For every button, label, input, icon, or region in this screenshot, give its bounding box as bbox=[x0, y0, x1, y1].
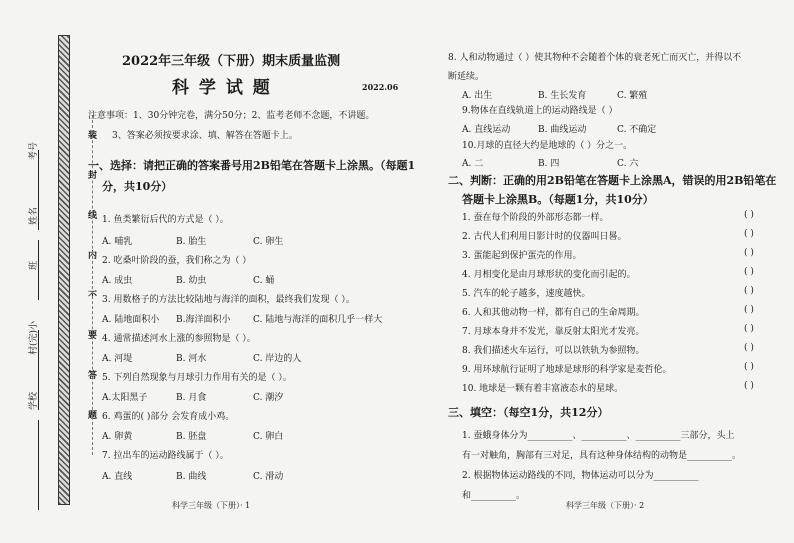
notes-line-1: 注意事项：1、30分钟完卷，满分50分；2、监考老师不念题，不讲题。 bbox=[88, 111, 375, 121]
binding-strip bbox=[58, 35, 70, 505]
footer-left: 科学三年级（下册）· 1 bbox=[172, 501, 251, 510]
judge-item-8: 8. 我们描述火车运行，可以以铁轨为参照物。 bbox=[462, 346, 645, 356]
option: A. 直线 bbox=[102, 472, 133, 482]
option: A. 直线运动 bbox=[462, 125, 511, 135]
fill-question-1-cont: 有一对触角，胸部有三对足，具有这种身体结构的动物是__________。 bbox=[462, 451, 742, 461]
judge-item-5: 5. 汽车的轮子越多，速度越快。 bbox=[462, 289, 591, 299]
fill-line bbox=[38, 420, 39, 510]
answer-paren: ( ) bbox=[744, 286, 754, 296]
option: B. 四 bbox=[538, 159, 560, 169]
option: C. 不确定 bbox=[617, 125, 657, 135]
judge-item-3: 3. 蛋能起到保护蛋壳的作用。 bbox=[462, 251, 582, 261]
question-8-cont: 断延续。 bbox=[448, 72, 485, 82]
exam-number-label: 考号 bbox=[29, 141, 39, 160]
answer-paren: ( ) bbox=[744, 362, 754, 372]
section3-heading: 三、填空：（每空1分，共12分） bbox=[448, 406, 609, 419]
option: A. 陆地面积小 bbox=[102, 315, 160, 325]
option: C. 潮汐 bbox=[253, 393, 284, 403]
option: A. 成虫 bbox=[102, 276, 133, 286]
fill-question-1: 1. 蚕蛾身体分为__________、__________、__________三部分，头上 bbox=[462, 431, 735, 441]
name-label: 姓名 bbox=[29, 206, 39, 225]
question-1: 1. 鱼类繁衍后代的方式是（ ）。 bbox=[102, 215, 229, 225]
judge-item-6: 6. 人和其他动物一样，都有自己的生命周期。 bbox=[462, 308, 645, 318]
class-label: 班 bbox=[29, 260, 39, 270]
answer-paren: ( ) bbox=[744, 381, 754, 391]
fill-line bbox=[38, 240, 39, 300]
option: B. 河水 bbox=[176, 354, 207, 364]
answer-paren: ( ) bbox=[744, 248, 754, 258]
question-2: 2. 吃桑叶阶段的蚕，我们称之为（ ） bbox=[102, 256, 252, 266]
option: C. 蛹 bbox=[253, 276, 275, 286]
judge-item-7: 7. 月球本身并不发光，靠反射太阳光才发亮。 bbox=[462, 327, 645, 337]
judge-item-2: 2. 古代人们利用日影计时的仪器叫日晷。 bbox=[462, 232, 627, 242]
seal-char: 内 bbox=[88, 251, 98, 261]
school-village-label: 村(完)小 bbox=[29, 320, 39, 355]
fill-question-2: 2. 根据物体运动路线的不同，物体运动可以分为__________ bbox=[462, 471, 699, 481]
judge-item-10: 10. 地球是一颗有着丰富液态水的星球。 bbox=[462, 384, 624, 394]
option: C. 繁殖 bbox=[617, 91, 648, 101]
option: B. 生长发育 bbox=[538, 91, 587, 101]
answer-paren: ( ) bbox=[744, 343, 754, 353]
section2-heading-cont: 答题卡上涂黑B。（每题1分，共10分） bbox=[462, 193, 654, 206]
seal-char: 答 bbox=[88, 371, 98, 381]
question-4: 4. 通常描述河水上涨的参照物是（ ）。 bbox=[102, 334, 256, 344]
option: B. 曲线运动 bbox=[538, 125, 587, 135]
notes-line-2: 3、答案必须按要求涂、填、解答在答题卡上。 bbox=[112, 131, 298, 141]
question-10: 10.月球的直径大约是地球的（ ）分之一。 bbox=[462, 141, 633, 151]
seal-char: 要 bbox=[88, 331, 98, 341]
footer-right: 科学三年级（下册）· 2 bbox=[566, 501, 645, 510]
judge-item-9: 9. 用环球航行证明了地球是球形的科学家是麦哲伦。 bbox=[462, 365, 672, 375]
question-6: 6. 鸡蛋的( )部分 会发育成小鸡。 bbox=[102, 412, 235, 422]
question-5: 5. 下列自然现象与月球引力作用有关的是（ ）。 bbox=[102, 373, 292, 383]
answer-paren: ( ) bbox=[744, 267, 754, 277]
option: B.海洋面积小 bbox=[176, 315, 231, 325]
subject-title: 科 学 试 题 bbox=[172, 78, 272, 98]
answer-paren: ( ) bbox=[744, 305, 754, 315]
school-label: 学校 bbox=[29, 391, 39, 410]
answer-paren: ( ) bbox=[744, 229, 754, 239]
option: A.太阳黑子 bbox=[102, 393, 148, 403]
option: B. 月食 bbox=[176, 393, 207, 403]
seal-char: 封 bbox=[88, 171, 98, 181]
seal-char: 装 bbox=[88, 131, 98, 141]
section2-heading: 二、判断：正确的用2B铅笔在答题卡上涂黑A，错误的用2B铅笔在 bbox=[448, 174, 777, 187]
question-7: 7. 拉出车的运动路线属于（ ）。 bbox=[102, 451, 229, 461]
option: A. 哺乳 bbox=[102, 237, 133, 247]
option: B. 幼虫 bbox=[176, 276, 207, 286]
option: A. 卵黄 bbox=[102, 432, 133, 442]
option: B. 胚盘 bbox=[176, 432, 207, 442]
option: C. 岸边的人 bbox=[253, 354, 302, 364]
seal-char: 线 bbox=[88, 211, 98, 221]
option: C. 滑动 bbox=[253, 472, 284, 482]
seal-char: 题 bbox=[88, 411, 98, 421]
option: A. 二 bbox=[462, 159, 484, 169]
option: C. 卵生 bbox=[253, 237, 284, 247]
option: C. 六 bbox=[617, 159, 639, 169]
section1-heading: 一、选择：请把正确的答案番号用2B铅笔在答题卡上涂黑。（每题1 bbox=[88, 159, 416, 172]
option: A. 出生 bbox=[462, 91, 493, 101]
option: B. 胎生 bbox=[176, 237, 207, 247]
judge-item-1: 1. 蚕在每个阶段的外部形态都一样。 bbox=[462, 213, 609, 223]
answer-paren: ( ) bbox=[744, 324, 754, 334]
judge-item-4: 4. 月相变化是由月球形状的变化而引起的。 bbox=[462, 270, 636, 280]
option: C. 卵白 bbox=[253, 432, 284, 442]
answer-paren: ( ) bbox=[744, 210, 754, 220]
question-8: 8. 人和动物通过（ ）使其物种不会随着个体的衰老死亡而灭亡，并得以不 bbox=[448, 53, 742, 63]
exam-date: 2022.06 bbox=[362, 82, 399, 92]
option: C. 陆地与海洋的面积几乎一样大 bbox=[253, 315, 383, 325]
section1-heading-cont: 分，共10分） bbox=[102, 180, 173, 193]
page-title: 2022年三年级（下册）期末质量监测 bbox=[122, 54, 341, 69]
seal-char: 不 bbox=[88, 291, 98, 301]
option: B. 曲线 bbox=[176, 472, 207, 482]
option: A. 河堤 bbox=[102, 354, 133, 364]
question-3: 3. 用数格子的方法比较陆地与海洋的面积，最终我们发现（ ）。 bbox=[102, 295, 355, 305]
question-9: 9.物体在直线轨道上的运动路线是（ ） bbox=[462, 106, 618, 116]
fill-question-2-cont: 和__________。 bbox=[462, 491, 526, 501]
